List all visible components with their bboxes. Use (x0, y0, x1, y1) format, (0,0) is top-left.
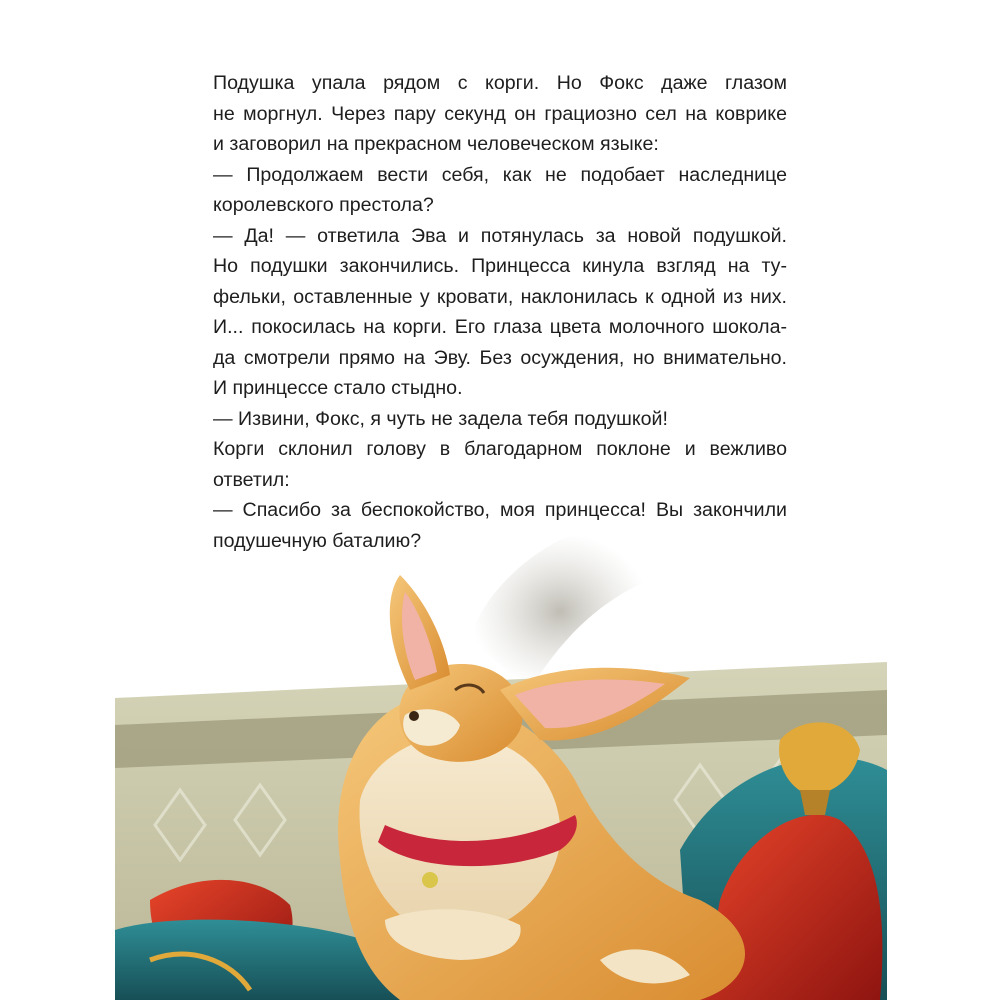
text-line: не моргнул. Через пару секунд он грациозно сел на коврике (213, 102, 787, 125)
corgi-nose (409, 711, 419, 721)
text-line: да смотрели прямо на Эву. Без осуждения, но внимательно. (213, 346, 787, 369)
text-line: подушечную баталию? (213, 529, 422, 552)
ear-shadow (470, 533, 650, 690)
text-line: — Спасибо за беспокойство, моя принцесса! Вы закончили (213, 499, 787, 521)
text-line: Подушка упала рядом с корги. Но Фокс даже глазом (213, 72, 787, 94)
text-line: — Продолжаем вести себя, как не подобает наследнице (213, 163, 787, 186)
text-line: и заговорил на прекрасном человеческом языке: (213, 133, 659, 155)
text-line: И... покосилась на корги. Его глаза цвета молочного шокола- (213, 316, 787, 338)
text-line: королевского престола? (213, 194, 434, 216)
text-line: — Извини, Фокс, я чуть не задела тебя подушкой! (213, 407, 668, 430)
text-line: фельки, оставленные у кровати, наклонилась к одной из них. (213, 285, 787, 308)
text-line: Но подушки закончились. Принцесса кинула взгляд на ту- (213, 255, 787, 277)
collar-tag (422, 872, 438, 888)
text-line: — Да! — ответила Эва и потянулась за новой подушкой. (213, 224, 787, 247)
text-line: Корги склонил голову в благодарном поклоне и вежливо (213, 438, 787, 460)
text-line: И принцессе стало стыдно. (213, 377, 463, 399)
tassel-knot (800, 790, 830, 815)
text-line: ответил: (213, 468, 290, 491)
